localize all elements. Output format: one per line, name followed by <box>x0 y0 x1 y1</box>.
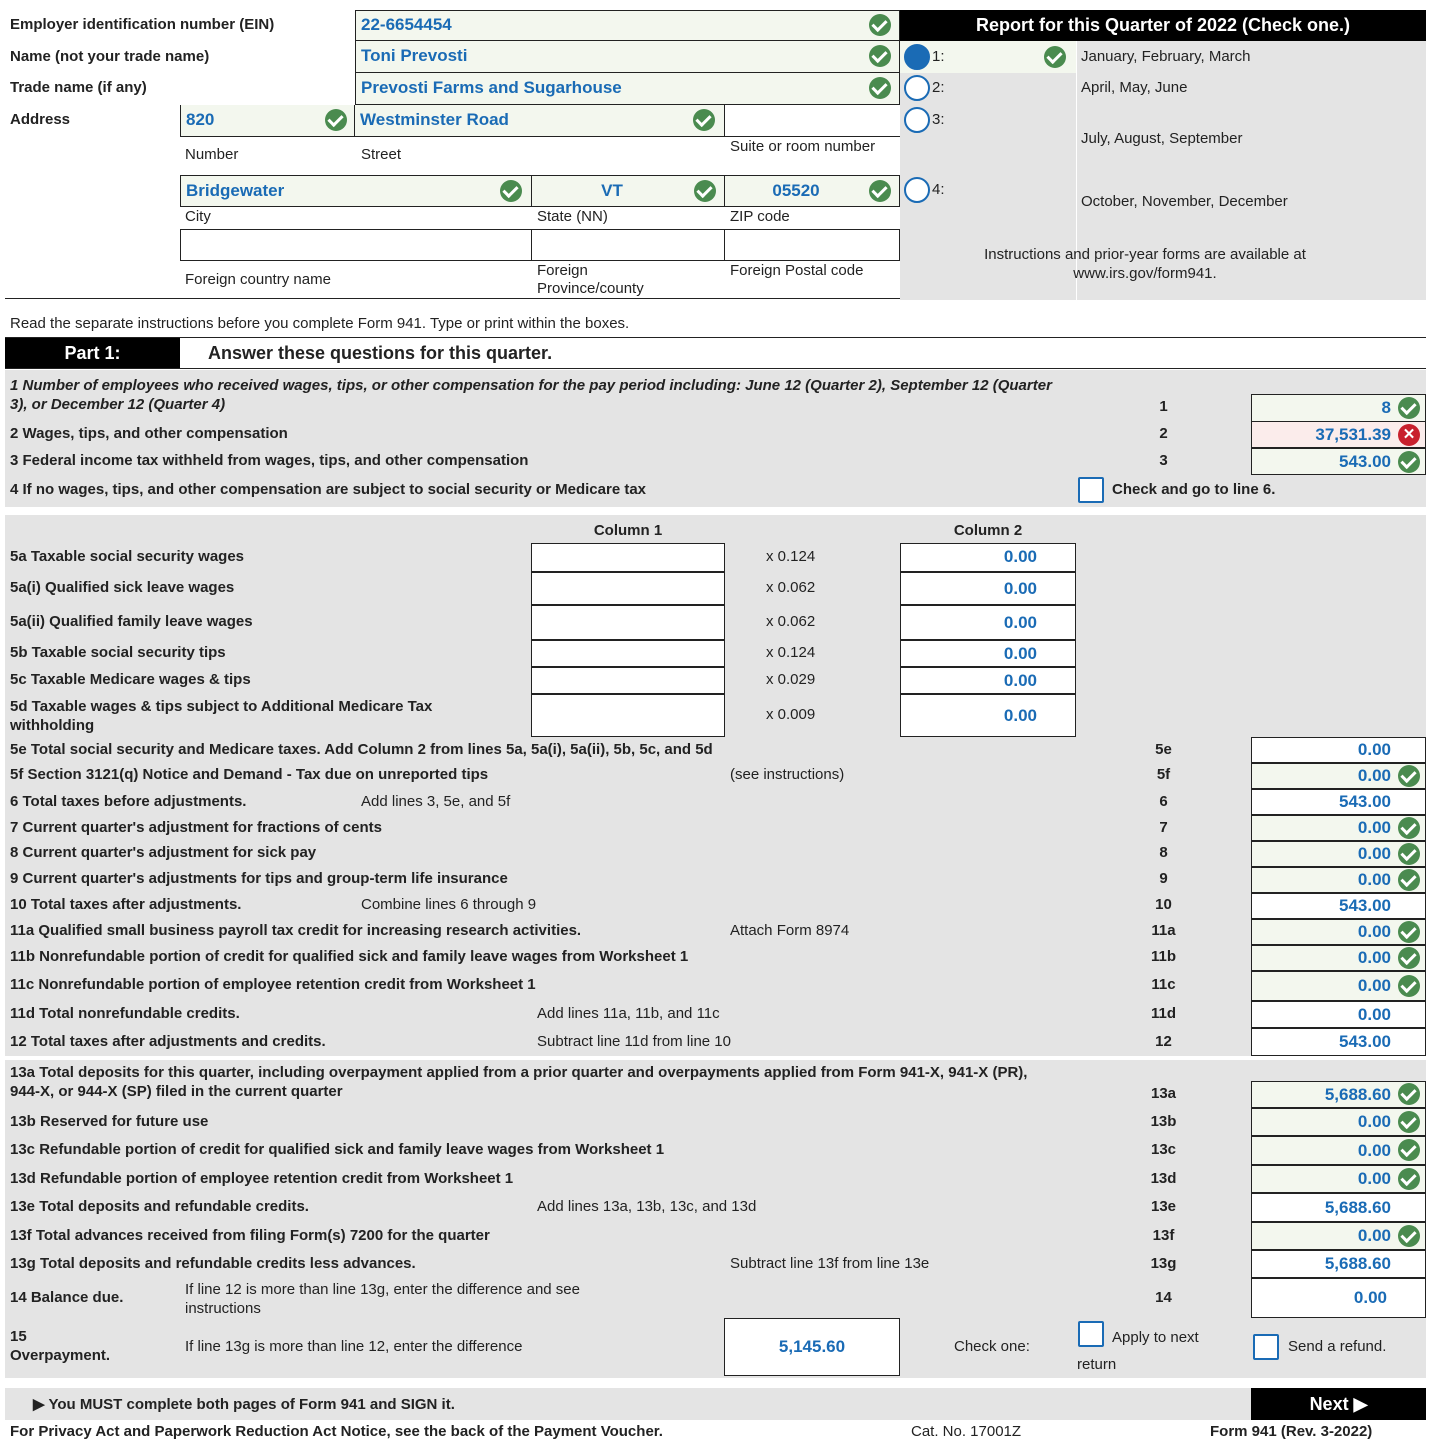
line-14-note: If line 12 is more than line 13g, enter the difference and see instructions <box>185 1281 580 1317</box>
line-5a-text: 5a Taxable social security wages <box>10 548 245 565</box>
line-5a-value: 0.00 <box>1003 547 1037 566</box>
line-8-text: 8 Current quarter's adjustment for sick pay <box>10 844 317 861</box>
check-icon <box>1398 451 1420 473</box>
line-5b-col2-input[interactable] <box>900 640 1076 667</box>
name-value: Toni Prevosti <box>361 46 468 65</box>
line-13g-input[interactable] <box>1251 1250 1426 1278</box>
line-2-input[interactable] <box>1251 421 1426 448</box>
line-15-input[interactable] <box>724 1318 900 1376</box>
line-4-text: 4 If no wages, tips, and other compensation are subject to social security or Medicare tax <box>10 481 647 498</box>
line-11c-input[interactable] <box>1251 971 1426 1001</box>
line-5c-mult: x 0.029 <box>766 671 816 688</box>
address-number-input[interactable] <box>180 105 355 137</box>
check-icon <box>869 180 891 202</box>
line-5e-input[interactable] <box>1251 737 1426 763</box>
line-13a-value: 5,688.60 <box>1324 1085 1391 1104</box>
line-5b-col1-input[interactable] <box>531 640 725 667</box>
check-icon <box>1398 843 1420 865</box>
check-icon <box>1398 397 1420 419</box>
line-11d-value: 0.00 <box>1357 1005 1391 1024</box>
line-7-text: 7 Current quarter's adjustment for fractions of cents <box>10 819 382 836</box>
line-3-input[interactable] <box>1251 448 1426 475</box>
quarter-1-label: January, February, March <box>1081 48 1251 65</box>
zip-input[interactable] <box>724 175 900 207</box>
line-2-num: 2 <box>1159 425 1168 442</box>
foreign-postal-label: Foreign Postal code <box>730 262 864 279</box>
column-2-header: Column 2 <box>953 522 1023 539</box>
line-5e-value: 0.00 <box>1357 740 1391 759</box>
line-7-value: 0.00 <box>1357 818 1391 837</box>
quarter-2-radio[interactable] <box>904 75 930 101</box>
ein-value: 22-6654454 <box>361 15 452 34</box>
must-complete-note <box>33 1395 455 1413</box>
quarter-1-radio[interactable] <box>904 44 930 70</box>
suite-label: Suite or room number <box>730 138 876 155</box>
line-15-text: Overpayment. <box>10 1347 111 1364</box>
line-11c-value: 0.00 <box>1357 976 1391 995</box>
city-value: Bridgewater <box>186 181 285 200</box>
line-5ai-value: 0.00 <box>1003 579 1037 598</box>
line-5aii-col2-input[interactable] <box>900 605 1076 640</box>
triangle-right-icon: ▶ <box>1353 1394 1368 1414</box>
line-9-text: 9 Current quarter's adjustments for tips and group-term life insurance <box>10 870 508 887</box>
line-5aii-text: 5a(ii) Qualified family leave wages <box>10 613 253 630</box>
check-icon <box>1398 947 1420 969</box>
city-label: City <box>185 208 211 225</box>
line-9-num: 9 <box>1159 870 1168 887</box>
part1-bottom-rule <box>5 368 1426 369</box>
check-icon <box>869 77 891 99</box>
line-14-input[interactable] <box>1251 1278 1426 1318</box>
line-13f-text: 13f Total advances received from filing Form(s) 7200 for the quarter <box>10 1227 490 1244</box>
line-3-value: 543.00 <box>1339 452 1391 471</box>
line-5a-col2-input[interactable] <box>900 543 1076 572</box>
quarter-instructions: Instructions and prior-year forms are available at www.irs.gov/form941. <box>984 246 1306 282</box>
line-5ai-mult: x 0.062 <box>766 579 816 596</box>
line-11a-note: Attach Form 8974 <box>730 922 850 939</box>
line-15-value: 5,145.60 <box>778 1337 846 1356</box>
line-10-input[interactable] <box>1251 893 1426 919</box>
street-label: Street <box>361 146 402 163</box>
intro-text: Read the separate instructions before you complete Form 941. Type or print within the boxes. <box>10 315 630 332</box>
line-5f-text: 5f Section 3121(q) Notice and Demand - Tax due on unreported tips <box>10 766 489 783</box>
send-refund-checkbox[interactable] <box>1253 1334 1279 1360</box>
line-6-num: 6 <box>1159 793 1168 810</box>
state-label: State (NN) <box>537 208 608 225</box>
zip-label: ZIP code <box>730 208 790 225</box>
line-5ai-col1-input[interactable] <box>531 572 725 605</box>
quarter-title: Report for this Quarter of 2022 (Check one.) <box>900 10 1426 41</box>
line-13g-num: 13g <box>1150 1255 1177 1272</box>
line-1-value: 8 <box>1381 398 1391 417</box>
line-5d-value: 0.00 <box>1003 706 1037 725</box>
line-13b-value: 0.00 <box>1357 1112 1391 1131</box>
line-13e-text: 13e Total deposits and refundable credits. <box>10 1198 309 1215</box>
must-complete-text: You MUST complete both pages of Form 941 and SIGN it. <box>48 1396 455 1413</box>
check-icon <box>1398 1083 1420 1105</box>
check-icon <box>1398 817 1420 839</box>
quarter-2-label: April, May, June <box>1081 79 1188 96</box>
line-13e-input[interactable] <box>1251 1193 1426 1222</box>
line-13c-text: 13c Refundable portion of credit for qualified sick and family leave wages from Worksheet 1 <box>10 1141 665 1158</box>
line-13f-value: 0.00 <box>1357 1226 1391 1245</box>
foreign-province-input[interactable] <box>531 229 725 261</box>
check-icon <box>1398 975 1420 997</box>
check-icon <box>869 14 891 36</box>
line-1-num: 1 <box>1159 398 1168 415</box>
line-13d-text: 13d Refundable portion of employee retention credit from Worksheet 1 <box>10 1170 514 1187</box>
quarter-3-num: 3: <box>932 111 945 128</box>
line-1-input[interactable] <box>1251 394 1426 422</box>
line-5ai-col2-input[interactable] <box>900 572 1076 605</box>
line-4-check-label: Check and go to line 6. <box>1112 481 1276 498</box>
trade-name-input[interactable] <box>355 73 900 105</box>
line-12-value: 543.00 <box>1339 1032 1391 1051</box>
line-15-note: If line 13g is more than line 12, enter the difference <box>185 1338 523 1355</box>
line-5e-num: 5e <box>1155 741 1172 758</box>
check-icon <box>1398 921 1420 943</box>
line-2-text: 2 Wages, tips, and other compensation <box>10 425 288 442</box>
line-6-note: Add lines 3, 5e, and 5f <box>361 793 511 810</box>
line-5ai-text: 5a(i) Qualified sick leave wages <box>10 579 235 596</box>
line-9-input[interactable] <box>1251 867 1426 893</box>
next-label: Next <box>1309 1394 1349 1414</box>
part1-title: Answer these questions for this quarter. <box>208 343 553 363</box>
street-value: Westminster Road <box>360 110 509 129</box>
line-11d-num: 11d <box>1150 1005 1177 1022</box>
line-5c-col2-input[interactable] <box>900 667 1076 694</box>
line-5a-mult: x 0.124 <box>766 548 816 565</box>
line-13a-text: 13a Total deposits for this quarter, including overpayment applied from a prior quarter and overpayments applied from Form 941-X, 941-X (PR), 944-X, or 944-X (SP) filed in the current quarter <box>10 1064 1028 1100</box>
check-icon <box>1044 46 1066 68</box>
state-input[interactable] <box>531 175 725 207</box>
line-5f-value: 0.00 <box>1357 766 1391 785</box>
line-8-input[interactable] <box>1251 841 1426 867</box>
part1-top-rule <box>5 337 1426 338</box>
ein-label: Employer identification number (EIN) <box>10 16 275 33</box>
line-11a-input[interactable] <box>1251 919 1426 945</box>
address-label: Address <box>10 111 71 128</box>
line-5d-col2-input[interactable] <box>900 694 1076 737</box>
column-1-header: Column 1 <box>593 522 663 539</box>
line-11a-value: 0.00 <box>1357 922 1391 941</box>
check-icon <box>1398 1225 1420 1247</box>
line-4-checkbox[interactable] <box>1078 477 1104 503</box>
line-5b-value: 0.00 <box>1003 644 1037 663</box>
form-id: Form 941 (Rev. 3-2022) <box>1210 1423 1373 1440</box>
line-13b-input[interactable] <box>1251 1108 1426 1136</box>
line-11a-num: 11a <box>1151 922 1176 939</box>
part1-label: Part 1: <box>5 338 180 368</box>
check-icon <box>1398 1168 1420 1190</box>
line-7-input[interactable] <box>1251 815 1426 841</box>
line-15-check-one: Check one: <box>954 1338 1030 1355</box>
line-11b-input[interactable] <box>1251 945 1426 971</box>
quarter-3-radio[interactable] <box>904 107 930 133</box>
line-13f-input[interactable] <box>1251 1222 1426 1250</box>
check-icon <box>1398 765 1420 787</box>
number-label: Number <box>185 146 239 163</box>
foreign-province-label: Foreign Province/county <box>537 262 644 297</box>
line-10-note: Combine lines 6 through 9 <box>361 896 537 913</box>
next-button[interactable] <box>1251 1388 1426 1420</box>
foreign-country-input[interactable] <box>180 229 532 261</box>
line-15-num: 15 <box>10 1328 27 1345</box>
line-14-num: 14 <box>1155 1289 1172 1306</box>
line-5a-col1-input[interactable] <box>531 543 725 572</box>
zip-value: 05520 <box>772 181 820 200</box>
check-icon <box>1398 1139 1420 1161</box>
line-13d-input[interactable] <box>1251 1165 1426 1193</box>
line-11d-input[interactable] <box>1251 1001 1426 1028</box>
ein-input[interactable] <box>355 10 900 41</box>
line-10-num: 10 <box>1155 896 1172 913</box>
line-13e-num: 13e <box>1150 1198 1177 1215</box>
line-8-num: 8 <box>1159 844 1168 861</box>
line-11b-value: 0.00 <box>1357 948 1391 967</box>
cat-number: Cat. No. 17001Z <box>911 1423 1022 1440</box>
line-5c-value: 0.00 <box>1003 671 1037 690</box>
trade-name-value: Prevosti Farms and Sugarhouse <box>361 78 622 97</box>
line-5d-text: 5d Taxable wages & tips subject to Additional Medicare Tax withholding <box>10 698 433 734</box>
line-13c-num: 13c <box>1150 1141 1177 1158</box>
line-13f-num: 13f <box>1152 1227 1175 1244</box>
check-icon <box>694 180 716 202</box>
line-11b-text: 11b Nonrefundable portion of credit for qualified sick and family leave wages from Worksheet 1 <box>10 948 689 965</box>
triangle-right-icon: ▶ <box>33 1396 45 1413</box>
line-11b-num: 11b <box>1150 948 1177 965</box>
apply-next-return-label: Apply to next return <box>1077 1329 1199 1373</box>
line-6-value: 543.00 <box>1339 792 1391 811</box>
quarter-1-num: 1: <box>932 48 945 65</box>
line-13a-input[interactable] <box>1251 1081 1426 1108</box>
number-value: 820 <box>186 110 215 129</box>
address-street-input[interactable] <box>355 105 725 137</box>
line-11c-text: 11c Nonrefundable portion of employee retention credit from Worksheet 1 <box>10 976 536 993</box>
line-14-value: 0.00 <box>1353 1288 1387 1307</box>
state-value: VT <box>601 181 623 200</box>
line-13c-input[interactable] <box>1251 1136 1426 1165</box>
line-6-input[interactable] <box>1251 789 1426 815</box>
line-5b-mult: x 0.124 <box>766 644 816 661</box>
quarter-4-label: October, November, December <box>1081 193 1288 210</box>
line-11c-num: 11c <box>1151 976 1176 993</box>
line-5aii-value: 0.00 <box>1003 613 1037 632</box>
quarter-4-num: 4: <box>932 181 945 198</box>
line-5d-col1-input[interactable] <box>531 694 725 737</box>
suite-input[interactable] <box>725 105 900 137</box>
check-icon <box>325 109 347 131</box>
line-8-value: 0.00 <box>1357 844 1391 863</box>
quarter-2-num: 2: <box>932 79 945 96</box>
line-12-num: 12 <box>1155 1033 1172 1050</box>
line-2-value: 37,531.39 <box>1315 425 1391 444</box>
line-12-note: Subtract line 11d from line 10 <box>537 1033 731 1050</box>
line-5c-col1-input[interactable] <box>531 667 725 694</box>
line-5f-input[interactable] <box>1251 763 1426 789</box>
city-input[interactable] <box>180 175 532 207</box>
send-refund-label: Send a refund. <box>1288 1338 1387 1355</box>
line-13c-value: 0.00 <box>1357 1141 1391 1160</box>
foreign-postal-input[interactable] <box>724 229 900 261</box>
line-9-value: 0.00 <box>1357 870 1391 889</box>
line-5d-mult: x 0.009 <box>766 706 816 723</box>
line-13d-value: 0.00 <box>1357 1169 1391 1188</box>
line-13e-value: 5,688.60 <box>1324 1198 1391 1217</box>
quarter-3-label: July, August, September <box>1081 130 1243 147</box>
line-14-text: 14 Balance due. <box>10 1289 124 1306</box>
line-13g-text: 13g Total deposits and refundable credits less advances. <box>10 1255 416 1272</box>
line-5aii-col1-input[interactable] <box>531 605 725 640</box>
line-11a-text: 11a Qualified small business payroll tax credit for increasing research activities. <box>10 922 582 939</box>
check-icon <box>693 109 715 131</box>
line-13b-text: 13b Reserved for future use <box>10 1113 209 1130</box>
check-icon <box>1398 1111 1420 1133</box>
trade-name-label: Trade name (if any) <box>10 79 147 96</box>
line-11d-note: Add lines 11a, 11b, and 11c <box>537 1005 720 1022</box>
line-5b-text: 5b Taxable social security tips <box>10 644 226 661</box>
line-13a-num: 13a <box>1150 1085 1177 1102</box>
quarter-4-radio[interactable] <box>904 177 930 203</box>
line-5f-num: 5f <box>1156 766 1171 783</box>
line-5aii-mult: x 0.062 <box>766 613 816 630</box>
name-label: Name (not your trade name) <box>10 48 210 65</box>
line-10-text: 10 Total taxes after adjustments. <box>10 896 242 913</box>
name-input[interactable] <box>355 41 900 73</box>
error-icon: ✕ <box>1398 424 1420 446</box>
privacy-notice: For Privacy Act and Paperwork Reduction Act Notice, see the back of the Payment Voucher. <box>10 1423 663 1440</box>
line-12-text: 12 Total taxes after adjustments and credits. <box>10 1033 326 1050</box>
line-1-text: 1 Number of employees who received wages, tips, or other compensation for the pay period including: June 12 (Quarter 2), September 12 (Quarter 3), or December 12 (Quarter 4) <box>10 377 1052 413</box>
line-3-num: 3 <box>1159 452 1168 469</box>
header-divider <box>5 298 900 299</box>
line-13g-value: 5,688.60 <box>1324 1254 1391 1273</box>
line-5c-text: 5c Taxable Medicare wages & tips <box>10 671 251 688</box>
line-13e-note: Add lines 13a, 13b, 13c, and 13d <box>537 1198 757 1215</box>
line-5e-text: 5e Total social security and Medicare taxes. Add Column 2 from lines 5a, 5a(i), 5a(ii), 5b, 5c, and 5d <box>10 741 713 758</box>
foreign-country-label: Foreign country name <box>185 271 331 288</box>
check-icon <box>869 45 891 67</box>
check-icon <box>1398 869 1420 891</box>
line-13d-num: 13d <box>1150 1170 1177 1187</box>
line-13g-note: Subtract line 13f from line 13e <box>730 1255 930 1272</box>
line-11d-text: 11d Total nonrefundable credits. <box>10 1005 240 1022</box>
line-7-num: 7 <box>1159 819 1168 836</box>
line-12-input[interactable] <box>1251 1028 1426 1056</box>
line-13b-num: 13b <box>1150 1113 1177 1130</box>
line-6-text: 6 Total taxes before adjustments. <box>10 793 247 810</box>
line-3-text: 3 Federal income tax withheld from wages, tips, and other compensation <box>10 452 529 469</box>
line-5f-note: (see instructions) <box>730 766 845 783</box>
check-icon <box>500 180 522 202</box>
line-10-value: 543.00 <box>1339 896 1391 915</box>
